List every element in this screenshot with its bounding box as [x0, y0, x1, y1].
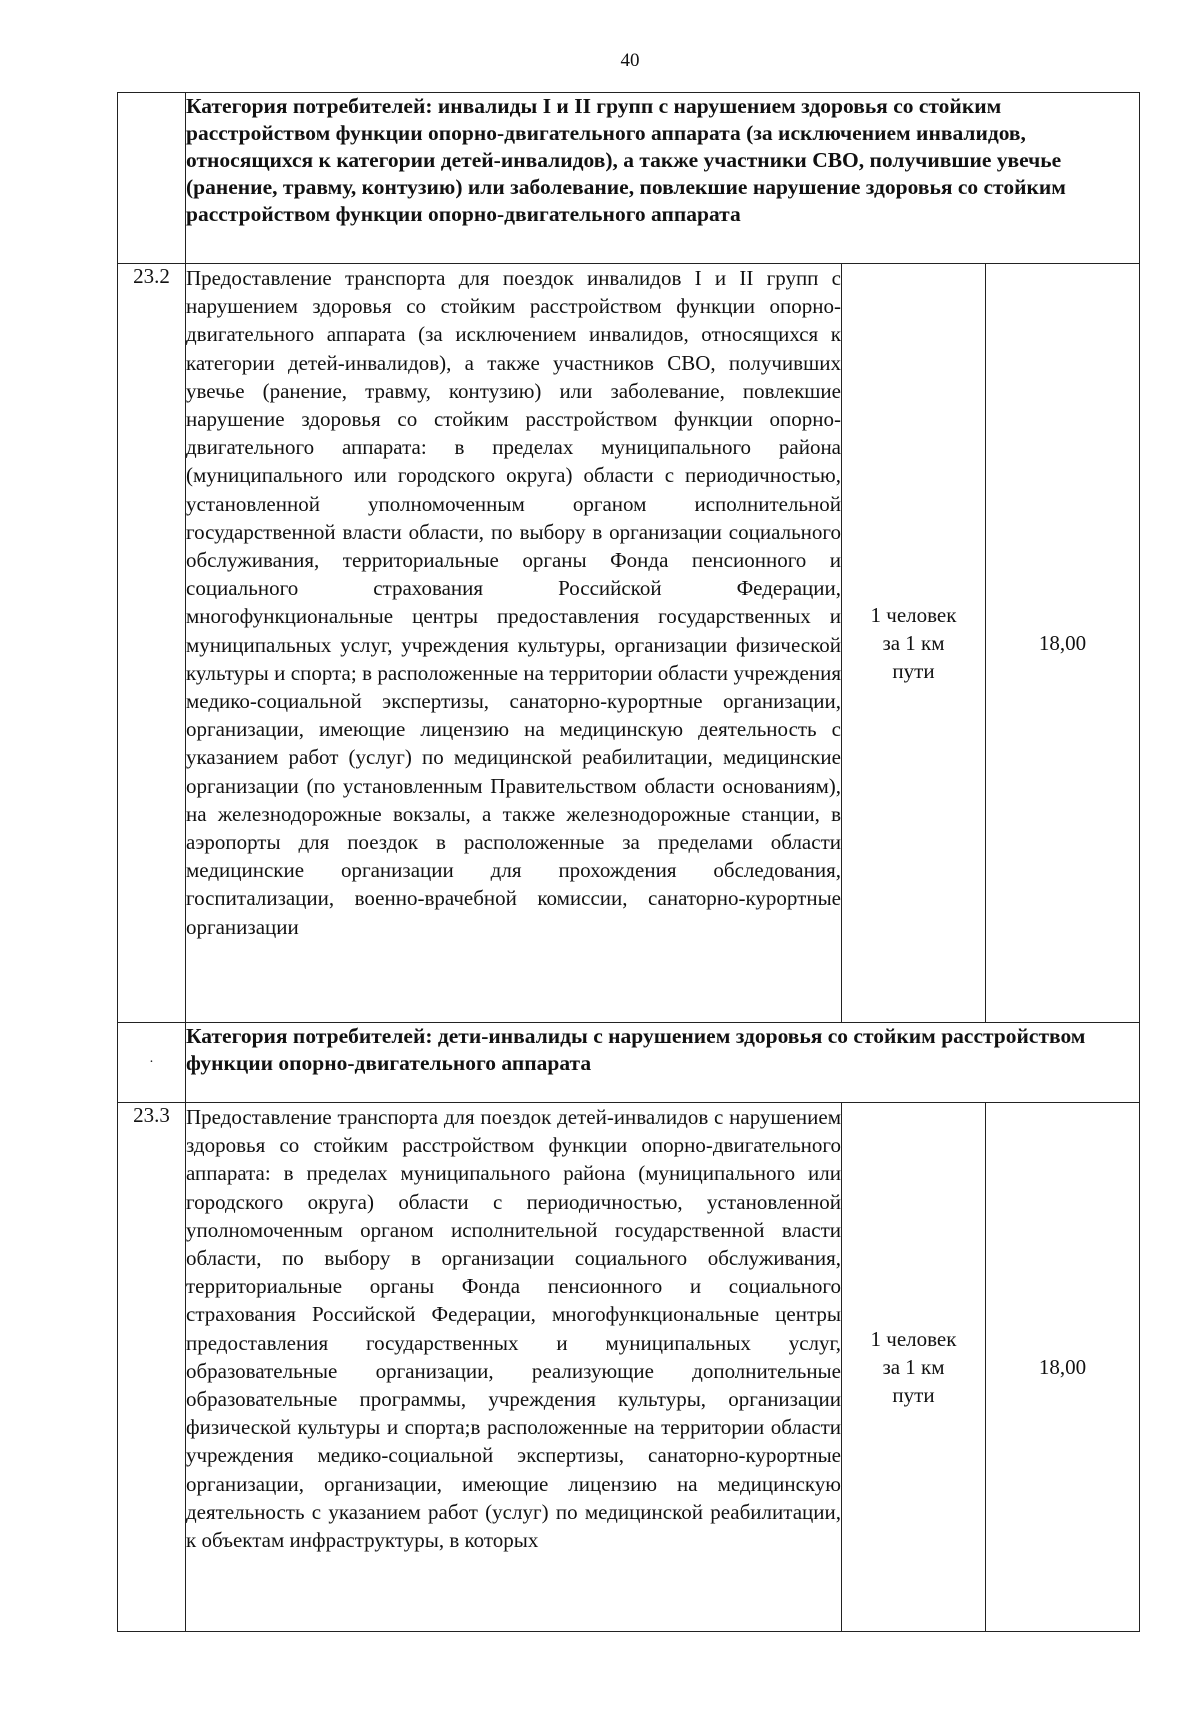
unit-line: за 1 км: [882, 631, 945, 655]
unit-of-service: [842, 264, 986, 1023]
unit-of-service: [842, 1103, 986, 1632]
unit-line: за 1 км: [882, 1355, 945, 1379]
unit-line: 1 человек: [870, 1327, 957, 1351]
category-row-1: [118, 93, 1140, 264]
tariff-table: [117, 92, 1140, 1632]
table-row-23-3: [118, 1103, 1140, 1632]
page-number: 40: [620, 50, 640, 71]
category-title-1: Категория потребителей: инвалиды I и II групп с нарушением здоровья со стойким расстройством функции опорно-двигательного аппарата (за исключением инвалидов, относящихся к категории детей-инвалидов), а также участники СВО, получившие увечье (ранение, травму, контузию) или заболевание, повлекшие нарушение здоровья со стойким расстройством функции опорно-двигательного аппарата: [186, 93, 1140, 264]
category-num-cell: [118, 93, 186, 264]
row-number: 23.2: [118, 264, 186, 1023]
service-description: Предоставление транспорта для поездок детей-инвалидов с нарушением здоровья со стойким расстройством функции опорно-двигательного аппарата: в пределах муниципального района (муниципального или городского округа) области с периодичностью, установленной уполномоченным органом исполнительной государственной власти области, по выбору в организации социального обслуживания, территориальные органы Фонда пенсионного и социального страхования Российской Федерации, многофункциональные центры предоставления государственных и муниципальных услуг, образовательные организации, реализующие дополнительные образовательные программы, учреждения культуры, организации физической культуры и спорта;в расположенные на территории области учреждения медико-социальной экспертизы, санаторно-курортные организации, организации, имеющие лицензию на медицинскую деятельность с указанием работ (услуг) по медицинской реабилитации, к объектам инфраструктуры, в которых: [186, 1103, 842, 1632]
unit-line: 1 человек: [870, 603, 957, 627]
tariff-price: 18,00: [986, 1103, 1140, 1632]
category-row-2: [118, 1023, 1140, 1103]
category-title-2: Категория потребителей: дети-инвалиды с нарушением здоровья со стойким расстройством функции опорно-двигательного аппарата: [186, 1023, 1140, 1103]
table-row-23-2: [118, 264, 1140, 1023]
category-num-cell: ·: [118, 1023, 186, 1103]
unit-line: пути: [892, 1383, 935, 1407]
tariff-price: 18,00: [986, 264, 1140, 1023]
unit-line: пути: [892, 659, 935, 683]
row-number: 23.3: [118, 1103, 186, 1632]
service-description: Предоставление транспорта для поездок инвалидов I и II групп с нарушением здоровья со стойким расстройством функции опорно-двигательного аппарата (за исключением инвалидов, относящихся к категории детей-инвалидов), а также участников СВО, получивших увечье (ранение, травму, контузию) или заболевание, повлекшие нарушение здоровья со стойким расстройством функции опорно-двигательного аппарата: в пределах муниципального района (муниципального или городского округа) области с периодичностью, установленной уполномоченным органом исполнительной государственной власти области, по выбору в организации социального обслуживания, территориальные органы Фонда пенсионного и социального страхования Российской Федерации, многофункциональные центры предоставления государственных и муниципальных услуг, учреждения культуры, организации физической культуры и спорта; в расположенные на территории области учреждения медико-социальной экспертизы, санаторно-курортные организации, организации, имеющие лицензию на медицинскую деятельность с указанием работ (услуг) по медицинской реабилитации, медицинские организации (по установленным Правительством области основаниям), на железнодорожные вокзалы, а также железнодорожные станции, в аэропорты для поездок в расположенные за пределами области медицинские организации для прохождения обследования, госпитализации, военно-врачебной комиссии, санаторно-курортные организации: [186, 264, 842, 1023]
